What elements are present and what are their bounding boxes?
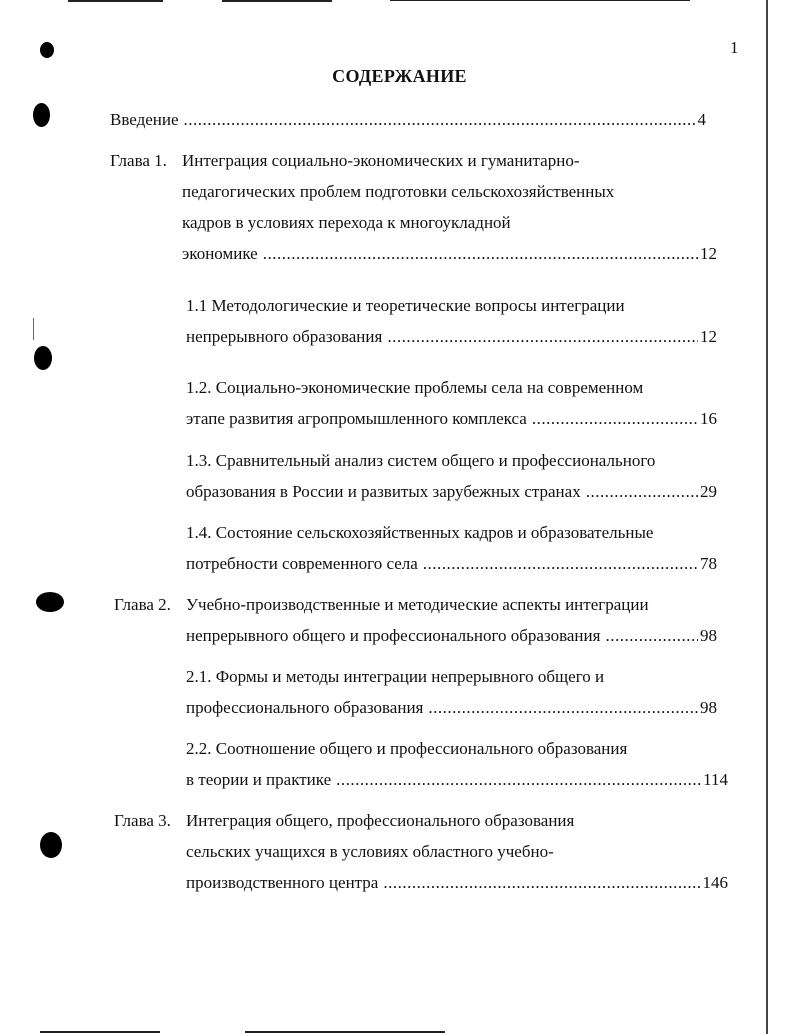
leader-dots xyxy=(532,409,698,429)
section-1-2-line-2[interactable] xyxy=(186,409,717,429)
chapter-1-title-line: кадров в условиях перехода к многоукладной xyxy=(182,213,511,232)
leader-dots xyxy=(605,626,698,646)
leader-dots xyxy=(428,698,698,718)
intro-label: Введение xyxy=(110,110,179,129)
scan-edge-top-mid xyxy=(222,0,332,2)
section-page: 114 xyxy=(703,770,728,789)
scan-edge-bottom-left xyxy=(40,1031,160,1033)
page-number: 1 xyxy=(730,38,739,57)
punch-hole-2 xyxy=(33,103,50,127)
section-title: образования в России и развитых зарубежных странах xyxy=(186,482,581,501)
toc-chapter-3[interactable] xyxy=(114,811,574,831)
punch-hole-1 xyxy=(40,42,54,58)
chapter-1-label: Глава 1. xyxy=(110,151,167,170)
scan-edge-top-right xyxy=(390,0,690,1)
section-title: этапе развития агропромышленного комплекса xyxy=(186,409,527,428)
chapter-2-title-line: Учебно-производственные и методические аспекты интеграции xyxy=(186,595,649,614)
chapter-1-title-line: педагогических проблем подготовки сельскохозяйственных xyxy=(182,182,615,201)
punch-hole-4 xyxy=(36,592,64,612)
leader-dots xyxy=(336,770,701,790)
section-1-3-line-1[interactable]: 1.3. Сравнительный анализ систем общего и профессионального xyxy=(186,451,656,470)
leader-dots xyxy=(263,244,698,264)
section-2-1-line-2[interactable] xyxy=(186,698,717,718)
chapter-2-page: 98 xyxy=(700,626,717,645)
chapter-2-title-line: непрерывного общего и профессионального образования xyxy=(186,626,601,645)
chapter-3-label: Глава 3. xyxy=(114,811,171,830)
chapter-3-last-line[interactable] xyxy=(186,873,728,893)
leader-dots xyxy=(383,873,700,893)
section-2-2-line-1[interactable]: 2.2. Соотношение общего и профессионального образования xyxy=(186,739,628,758)
section-page: 78 xyxy=(700,554,717,573)
section-1-1-line-2[interactable] xyxy=(186,327,717,347)
leader-dots xyxy=(387,327,698,347)
chapter-3-title-line: производственного центра xyxy=(186,873,379,892)
section-page: 29 xyxy=(700,482,717,501)
chapter-3-page: 146 xyxy=(702,873,728,892)
toc-chapter-2[interactable] xyxy=(114,595,649,615)
chapter-1-title-line: Интеграция социально-экономических и гуманитарно- xyxy=(182,151,580,170)
scan-edge-top-left xyxy=(68,0,163,2)
section-2-1-line-1[interactable]: 2.1. Формы и методы интеграции непрерывного общего и xyxy=(186,667,605,686)
section-1-1-line-1[interactable]: 1.1 Методологические и теоретические вопросы интеграции xyxy=(186,296,625,315)
chapter-2-last-line[interactable] xyxy=(186,626,717,646)
punch-hole-3 xyxy=(34,346,52,370)
section-title: непрерывного образования xyxy=(186,327,383,346)
chapter-1-last-line[interactable] xyxy=(182,244,717,264)
chapter-1-page: 12 xyxy=(700,244,717,263)
section-1-2-line-1[interactable]: 1.2. Социально-экономические проблемы села на современном xyxy=(186,378,644,397)
chapter-3-title-line: Интеграция общего, профессионального образования xyxy=(186,811,575,830)
section-page: 12 xyxy=(700,327,717,346)
chapter-3-title-line: сельских учащихся в условиях областного учебно- xyxy=(186,842,554,861)
section-page: 98 xyxy=(700,698,717,717)
section-1-4-line-1[interactable]: 1.4. Состояние сельскохозяйственных кадров и образовательные xyxy=(186,523,654,542)
scan-edge-right xyxy=(766,0,768,1034)
section-page: 16 xyxy=(700,409,717,428)
section-1-3-line-2[interactable] xyxy=(186,482,717,502)
page-title: СОДЕРЖАНИЕ xyxy=(332,66,467,86)
section-title: профессионального образования xyxy=(186,698,424,717)
leader-dots xyxy=(586,482,698,502)
toc-entry-intro[interactable] xyxy=(110,110,706,130)
intro-page: 4 xyxy=(697,110,706,129)
punch-hole-5 xyxy=(40,832,62,858)
toc-chapter-1[interactable] xyxy=(110,151,579,171)
scan-edge-bottom-mid xyxy=(245,1031,445,1033)
section-2-2-line-2[interactable] xyxy=(186,770,728,790)
leader-dots xyxy=(184,110,696,130)
chapter-2-label: Глава 2. xyxy=(114,595,171,614)
chapter-1-title-line: экономике xyxy=(182,244,258,263)
section-title: в теории и практике xyxy=(186,770,332,789)
leader-dots xyxy=(423,554,698,574)
section-title: потребности современного села xyxy=(186,554,418,573)
scan-margin-mark xyxy=(33,318,34,340)
section-1-4-line-2[interactable] xyxy=(186,554,717,574)
